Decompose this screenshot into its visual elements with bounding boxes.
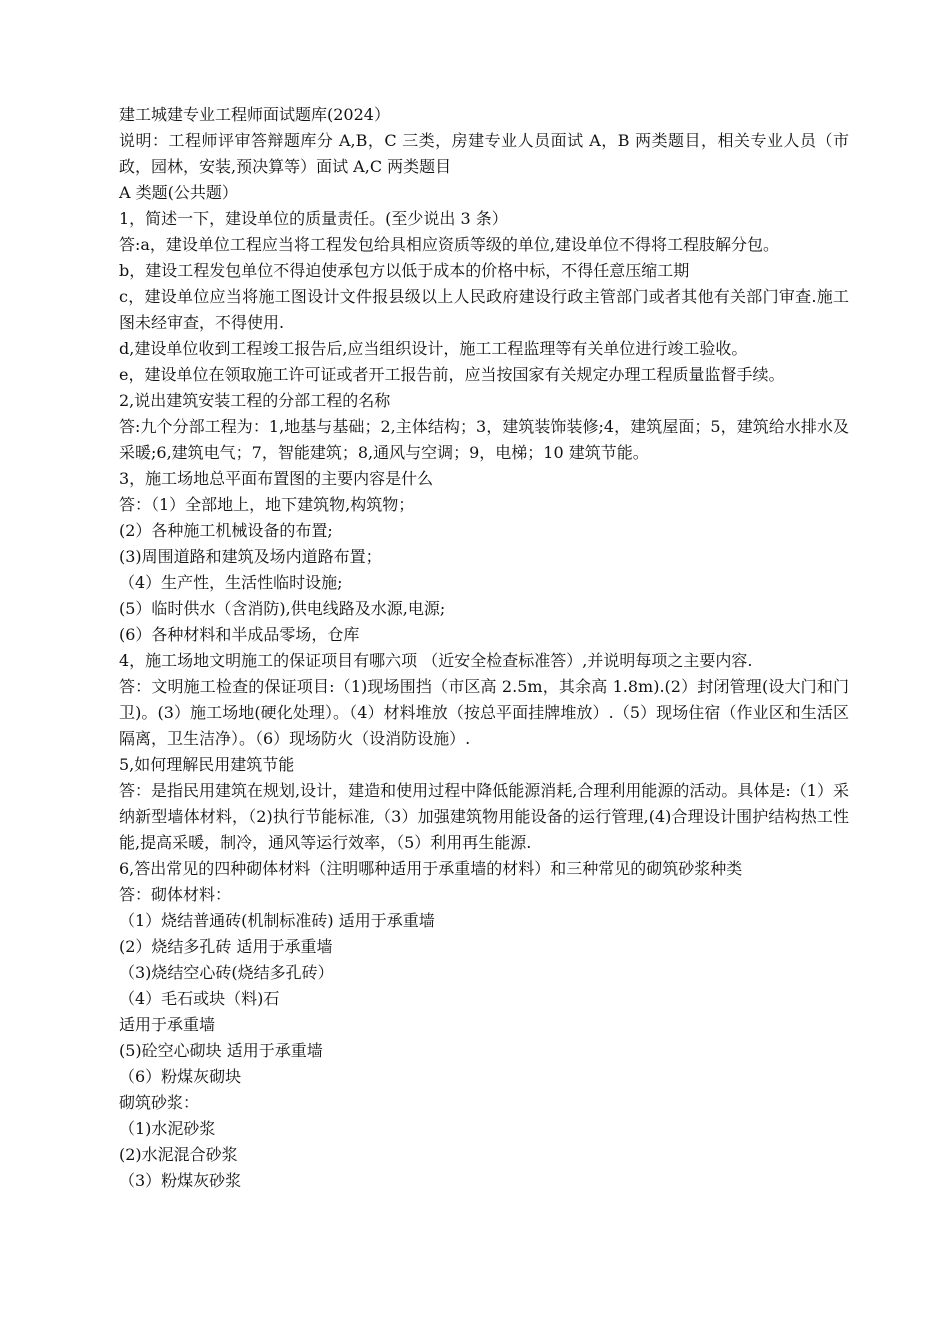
answer-line: 答：砌体材料： xyxy=(119,885,232,904)
list-item: （4）毛石或块（料)石 xyxy=(119,989,280,1008)
question-line: 3，施工场地总平面布置图的主要内容是什么 xyxy=(119,469,434,488)
answer-line: 答:a，建设单位工程应当将工程发包给具相应资质等级的单位,建设单位不得将工程肢解分包。 xyxy=(119,235,780,254)
answer-line: (3)周围道路和建筑及场内道路布置； xyxy=(119,547,382,566)
list-item: （6）粉煤灰砌块 xyxy=(119,1067,242,1086)
list-item: 适用于承重墙 xyxy=(119,1015,216,1034)
list-item: （1)水泥砂浆 xyxy=(119,1119,216,1138)
question-line: 1，简述一下，建设单位的质量责任。(至少说出 3 条） xyxy=(119,209,508,228)
section-heading: A 类题(公共题） xyxy=(119,183,238,202)
answer-line: 答:九个分部工程为：1,地基与基础；2,主体结构；3，建筑装饰装修;4，建筑屋面；5，建筑给水排水及采暖;6,建筑电气；7，智能建筑；8,通风与空调；9，电梯；10 建筑节能。 xyxy=(119,417,849,462)
question-line: 4，施工场地文明施工的保证项目有哪六项 （近安全检查标准答）,并说明每项之主要内容. xyxy=(119,651,753,670)
answer-line: （4）生产性，生活性临时设施; xyxy=(119,573,343,592)
answer-line: d,建设单位收到工程竣工报告后,应当组织设计，施工工程监理等有关单位进行竣工验收。 xyxy=(119,339,748,358)
list-item: （3)烧结空心砖(烧结多孔砖） xyxy=(119,963,334,982)
answer-line: 答：是指民用建筑在规划,设计，建造和使用过程中降低能源消耗,合理利用能源的活动。具体是:（1）采纳新型墙体材料，（2)执行节能标准,（3）加强建筑物用能设备的运行管理,(4)合理设计围护结构热工性能,提高采暖，制冷，通风等运行效率，（5）利用再生能源. xyxy=(119,781,849,852)
list-item: (2）烧结多孔砖 适用于承重墙 xyxy=(119,937,333,956)
answer-line: (6）各种材料和半成品零场，仓库 xyxy=(119,625,360,644)
text-line: 说明：工程师评审答辩题库分 A,B，C 三类，房建专业人员面试 A，B 两类题目，相关专业人员（市政，园林，安装,预决算等）面试 A,C 两类题目 xyxy=(119,131,849,176)
answer-line: e，建设单位在领取施工许可证或者开工报告前，应当按国家有关规定办理工程质量监督手续。 xyxy=(119,365,785,384)
answer-line: c，建设单位应当将施工图设计文件报县级以上人民政府建设行政主管部门或者其他有关部门审查.施工图未经审查，不得使用. xyxy=(119,287,849,332)
question-line: 2,说出建筑安装工程的分部工程的名称 xyxy=(119,391,391,410)
document-title: 建工城建专业工程师面试题库(2024） xyxy=(119,105,390,124)
answer-line: (5）临时供水（含消防),供电线路及水源,电源; xyxy=(119,599,446,618)
question-line: 6,答出常见的四种砌体材料（注明哪种适用于承重墙的材料）和三种常见的砌筑砂浆种类 xyxy=(119,859,743,878)
list-item: (2)水泥混合砂浆 xyxy=(119,1145,238,1164)
list-item: (5)砼空心砌块 适用于承重墙 xyxy=(119,1041,323,1060)
answer-line: 答：文明施工检查的保证项目:（1)现场围挡（市区高 2.5m，其余高 1.8m).(2）封闭管理(设大门和门卫)。(3）施工场地(硬化处理）。（4）材料堆放（按总平面挂牌堆放）.（5）现场住宿（作业区和生活区隔离，卫生洁净）。（6）现场防火（设消防设施）. xyxy=(119,677,849,748)
answer-line: 答：（1）全部地上，地下建筑物,构筑物； xyxy=(119,495,415,514)
answer-line: 砌筑砂浆： xyxy=(119,1093,200,1112)
question-line: 5,如何理解民用建筑节能 xyxy=(119,755,295,774)
document-page xyxy=(119,102,849,1194)
answer-line: (2）各种施工机械设备的布置; xyxy=(119,521,333,540)
answer-line: b，建设工程发包单位不得迫使承包方以低于成本的价格中标，不得任意压缩工期 xyxy=(119,261,690,280)
list-item: （1）烧结普通砖(机制标准砖) 适用于承重墙 xyxy=(119,911,435,930)
list-item: （3）粉煤灰砂浆 xyxy=(119,1171,242,1190)
